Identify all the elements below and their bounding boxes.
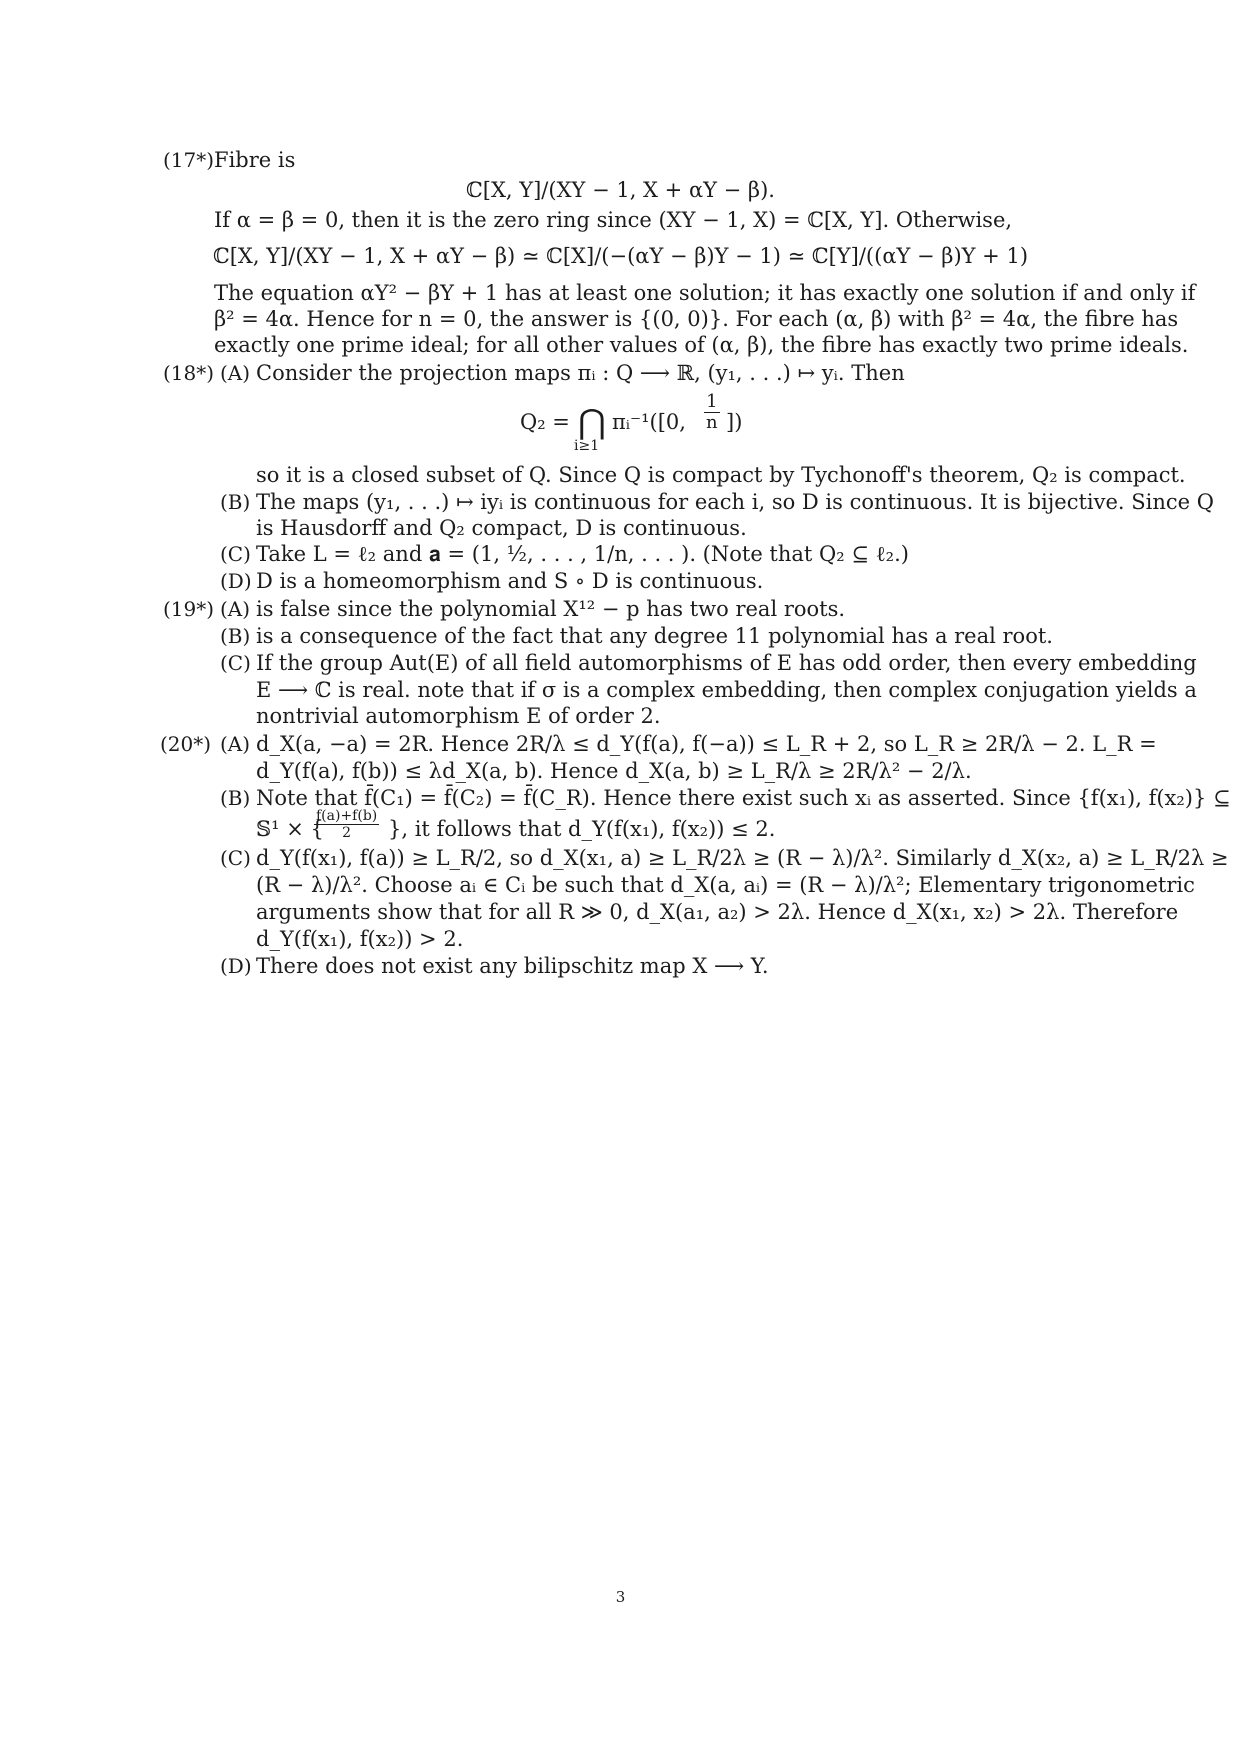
q18-a-label: (A) <box>220 361 251 385</box>
q20-d-label: (D) <box>220 954 252 978</box>
q20-c-line-2: (R − λ)/λ². Choose aᵢ ∈ Cᵢ be such that d_X(a, aᵢ) = (R − λ)/λ²; Elementary trigonometric <box>256 873 1195 897</box>
q20-d-line-1: There does not exist any bilipschitz map X ⟶ Y. <box>256 954 769 978</box>
q18-d-label: (D) <box>220 569 252 593</box>
q18-label: (18*) <box>163 361 215 385</box>
q18-eq-rhs: πᵢ⁻¹([0, <box>612 410 686 434</box>
q20-b2-post: }, it follows that d_Y(f(x₁), f(x₂)) ≤ 2. <box>388 817 776 841</box>
q19-c-line-1: If the group Aut(E) of all field automorphisms of E has odd order, then every embedding <box>256 651 1197 675</box>
q19-a-line-1: is false since the polynomial X¹² − p has two real roots. <box>256 597 846 621</box>
q20-b-line-2 <box>256 808 1056 844</box>
q20-c-label: (C) <box>220 846 251 870</box>
q18-a-line-1: Consider the projection maps πᵢ : Q ⟶ ℝ, (y₁, . . .) ↦ yᵢ. Then <box>256 361 905 385</box>
q20-a-label: (A) <box>220 732 251 756</box>
q18-c-label: (C) <box>220 542 251 566</box>
q19-b-label: (B) <box>220 624 251 648</box>
q17-label: (17*) <box>163 148 215 172</box>
q20-b-label: (B) <box>220 786 251 810</box>
q20-c-line-3: arguments show that for all R ≫ 0, d_X(a₁, a₂) > 2λ. Hence d_X(x₁, x₂) > 2λ. Therefore <box>256 900 1179 924</box>
q18-a-equation <box>520 392 780 456</box>
q20-a-line-1: d_X(a, −a) = 2R. Hence 2R/λ ≤ d_Y(f(a), f(−a)) ≤ L_R + 2, so L_R ≥ 2R/λ − 2. L_R = <box>256 732 1157 756</box>
q18-eq-cap: ⋂ <box>578 402 606 442</box>
q17-line-5: exactly one prime ideal; for all other values of (α, β), the fibre has exactly two prime ideals. <box>214 333 1189 357</box>
q18-eq-frac-den: n <box>706 412 718 433</box>
q18-eq-lhs: Q₂ = <box>520 410 570 434</box>
q20-c-line-4: d_Y(f(x₁), f(x₂)) > 2. <box>256 927 464 951</box>
q19-a-label: (A) <box>220 597 251 621</box>
q18-eq-close: ]) <box>726 410 743 434</box>
q18-eq-cap-under: i≥1 <box>574 438 600 454</box>
q19-c-line-2: E ⟶ ℂ is real. note that if σ is a complex embedding, then complex conjugation yields a <box>256 678 1197 702</box>
q20-b-line-1: Note that f̄(C₁) = f̄(C₂) = f̄(C_R). Hence there exist such xᵢ as asserted. Since {f(x₁), f(x₂)} ⊆ <box>256 786 1231 810</box>
q20-b2-frac-num: f(a)+f(b) <box>316 808 378 824</box>
q20-c-line-1: d_Y(f(x₁), f(a)) ≥ L_R/2, so d_X(x₁, a) ≥ L_R/2λ ≥ (R − λ)/λ². Similarly d_X(x₂, a) ≥ L_R/2λ ≥ <box>256 846 1229 870</box>
q17-line-2: If α = β = 0, then it is the zero ring since (XY − 1, X) = ℂ[X, Y]. Otherwise, <box>214 208 1013 232</box>
q20-b2-frac-den: 2 <box>342 825 352 841</box>
q19-c-label: (C) <box>220 651 251 675</box>
q20-b2-pre: 𝕊¹ × { <box>256 817 324 841</box>
q18-d-line-1: D is a homeomorphism and S ∘ D is continuous. <box>256 569 764 593</box>
q20-a-line-2: d_Y(f(a), f(b)) ≤ λd_X(a, b). Hence d_X(a, b) ≥ L_R/λ ≥ 2R/λ² − 2/λ. <box>256 759 972 783</box>
q18-eq-fraction <box>704 392 720 433</box>
q18-b-line-1: The maps (y₁, . . .) ↦ iyᵢ is continuous for each i, so D is continuous. It is bijective. Since Q <box>256 490 1214 514</box>
q18-b-line-2: is Hausdorff and Q₂ compact, D is continuous. <box>256 516 747 540</box>
page-number: 3 <box>615 1588 626 1606</box>
q18-c-line-1: Take L = ℓ₂ and 𝐚 = (1, ½, . . . , 1/n, . . . ). (Note that Q₂ ⊆ ℓ₂.) <box>256 542 909 566</box>
q18-b-label: (B) <box>220 490 251 514</box>
q18-a-line-2: so it is a closed subset of Q. Since Q is compact by Tychonoff's theorem, Q₂ is compact. <box>256 463 1186 487</box>
q17-line-3: The equation αY² − βY + 1 has at least one solution; it has exactly one solution if and only if <box>214 281 1196 305</box>
q17-equation-1: ℂ[X, Y]/(XY − 1, X + αY − β). <box>466 178 775 202</box>
q18-eq-frac-num: 1 <box>704 392 720 413</box>
q19-c-line-3: nontrivial automorphism E of order 2. <box>256 704 661 728</box>
q19-b-line-1: is a consequence of the fact that any degree 11 polynomial has a real root. <box>256 624 1053 648</box>
q20-label: (20*) <box>160 732 212 756</box>
q17-line-4: β² = 4α. Hence for n = 0, the answer is {(0, 0)}. For each (α, β) with β² = 4α, the fibre has <box>214 307 1179 331</box>
q17-line-1: Fibre is <box>214 148 296 172</box>
q17-equation-2: ℂ[X, Y]/(XY − 1, X + αY − β) ≃ ℂ[X]/(−(αY − β)Y − 1) ≃ ℂ[Y]/((αY − β)Y + 1) <box>212 244 1029 268</box>
q19-label: (19*) <box>163 597 215 621</box>
q20-b2-fraction <box>314 808 379 841</box>
